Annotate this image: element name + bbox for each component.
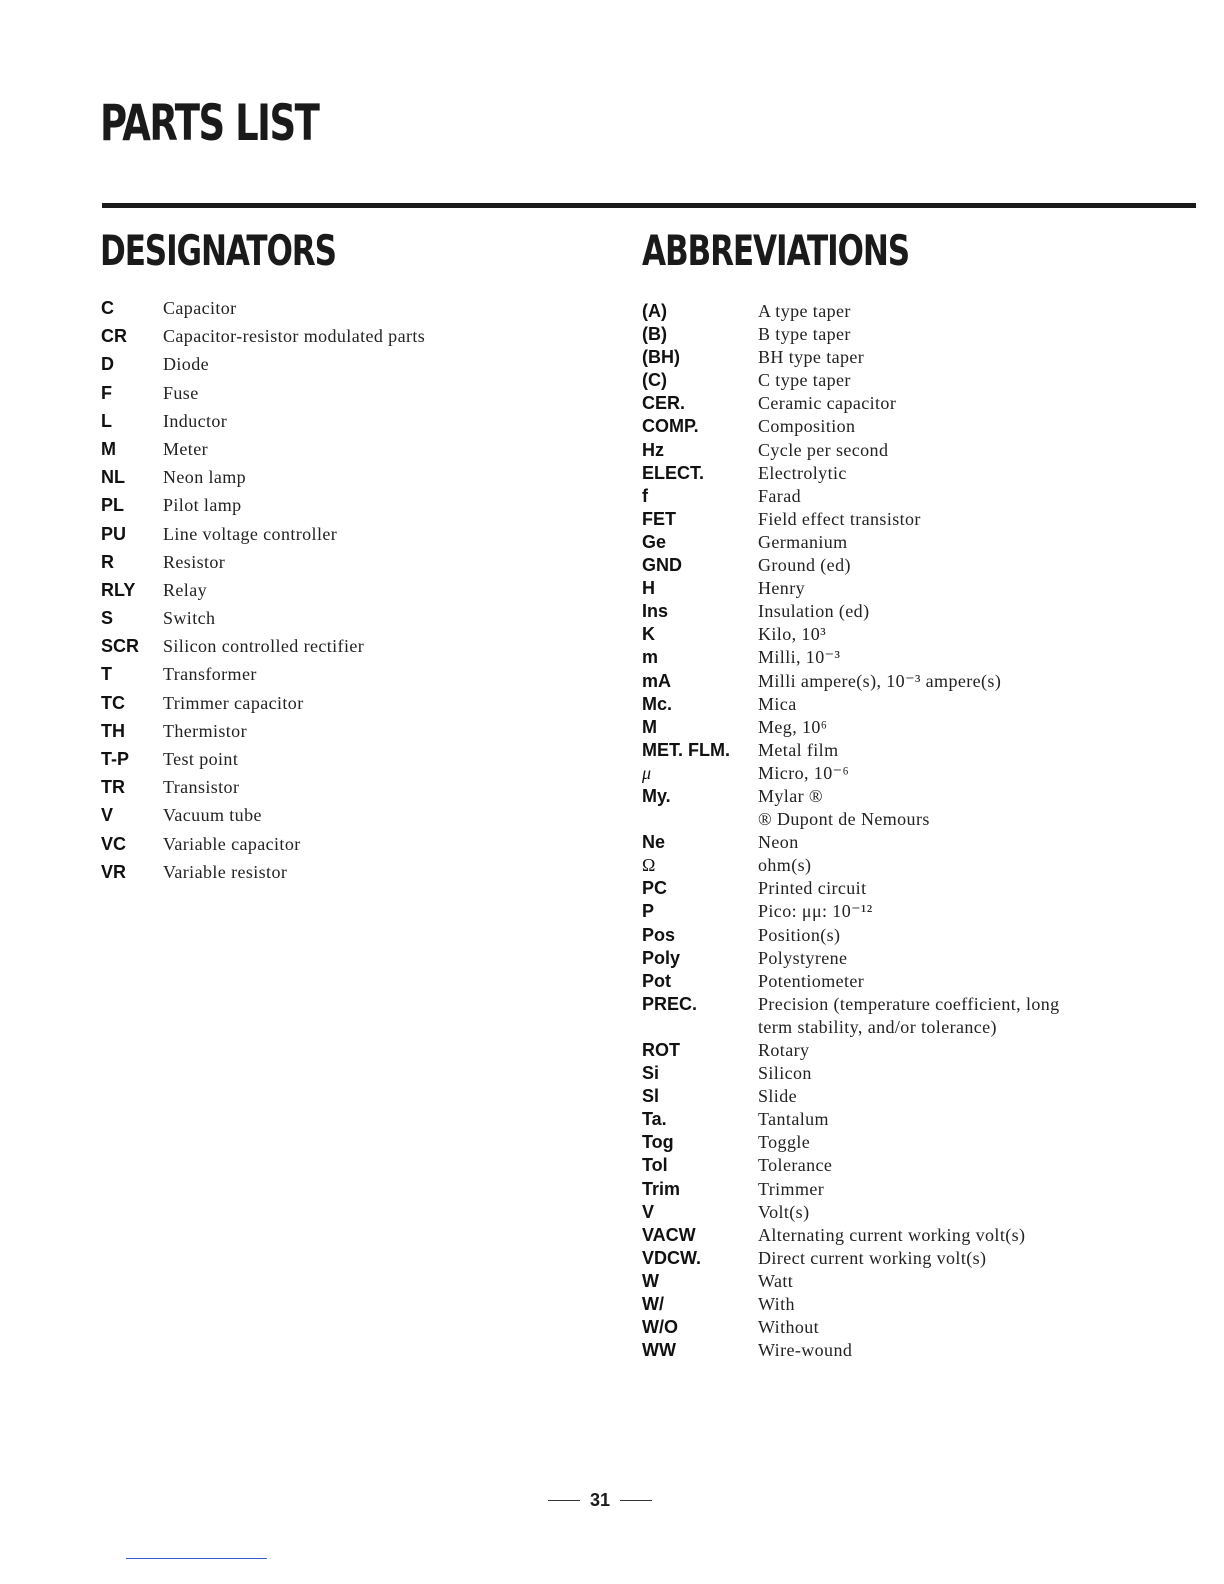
list-item xyxy=(642,646,1078,669)
abbreviation-code: VDCW. xyxy=(642,1247,702,1268)
page-number-value: 31 xyxy=(589,1490,611,1510)
list-item xyxy=(642,415,1078,438)
abbreviation-code: Trim xyxy=(642,1178,681,1199)
abbreviation-desc: Field effect transistor xyxy=(758,508,921,529)
list-item xyxy=(642,392,1078,415)
list-item xyxy=(101,383,425,411)
list-item xyxy=(642,462,1078,485)
abbreviation-code: W/O xyxy=(642,1317,678,1338)
designator-desc: Switch xyxy=(163,608,216,629)
list-item xyxy=(101,580,425,608)
abbreviation-code: μ xyxy=(642,762,652,783)
list-item xyxy=(642,739,1078,762)
abbreviation-desc: Alternating current working volt(s) xyxy=(758,1224,1026,1245)
abbreviation-code: Ins xyxy=(642,601,669,622)
abbreviation-code: m xyxy=(642,647,659,668)
abbreviation-desc: Metal film xyxy=(758,739,839,760)
abbreviation-code: f xyxy=(642,485,648,506)
abbreviation-code: Tol xyxy=(642,1155,668,1176)
list-item xyxy=(642,1270,1078,1293)
list-item xyxy=(642,508,1078,531)
abbreviation-desc: Micro, 10⁻⁶ xyxy=(758,762,850,783)
abbreviation-code: H xyxy=(642,578,655,599)
list-item xyxy=(642,1178,1078,1201)
abbreviation-code: My. xyxy=(642,785,671,806)
list-item xyxy=(642,346,1078,369)
abbreviation-desc: Wire-wound xyxy=(758,1340,853,1361)
designators-heading: DESIGNATORS xyxy=(100,226,336,275)
list-item xyxy=(642,1293,1078,1316)
abbreviation-code: VACW xyxy=(642,1224,696,1245)
list-item xyxy=(642,554,1078,577)
abbreviation-desc: Ground (ed) xyxy=(758,555,851,576)
abbreviation-code: ELECT. xyxy=(642,462,705,483)
designator-code: M xyxy=(101,438,116,459)
list-item xyxy=(642,947,1078,970)
designator-code: PL xyxy=(101,495,125,516)
designator-desc: Trimmer capacitor xyxy=(163,692,304,713)
abbreviation-code: Poly xyxy=(642,947,681,968)
abbreviation-desc: With xyxy=(758,1294,795,1315)
abbreviation-desc: Volt(s) xyxy=(758,1201,810,1222)
abbreviation-desc: Neon xyxy=(758,832,799,853)
abbreviation-code: MET. FLM. xyxy=(642,739,730,760)
list-item xyxy=(642,1224,1078,1247)
designator-code: C xyxy=(101,298,114,318)
list-item xyxy=(101,608,425,636)
designator-desc: Neon lamp xyxy=(163,467,247,488)
abbreviation-desc: A type taper xyxy=(758,301,851,321)
abbreviation-code: Ta. xyxy=(642,1109,667,1130)
abbreviation-code: W/ xyxy=(642,1294,664,1315)
list-item xyxy=(642,623,1078,646)
abbreviation-code: CER. xyxy=(642,393,686,414)
designator-desc: Resistor xyxy=(163,551,226,572)
list-item xyxy=(101,524,425,552)
list-item xyxy=(642,1247,1078,1270)
designator-code: VR xyxy=(101,861,127,882)
abbreviations-heading: ABBREVIATIONS xyxy=(642,226,910,275)
abbreviation-code: Pos xyxy=(642,924,676,945)
list-item xyxy=(642,785,1078,808)
list-item xyxy=(642,369,1078,392)
title-divider xyxy=(102,203,1196,208)
list-item xyxy=(642,716,1078,739)
abbreviation-desc: Mica xyxy=(758,693,797,714)
list-item xyxy=(642,670,1078,693)
designator-desc: Test point xyxy=(163,749,239,769)
designator-desc: Capacitor xyxy=(163,298,237,318)
list-item xyxy=(642,970,1078,993)
list-item xyxy=(642,854,1078,877)
abbreviation-code: Hz xyxy=(642,439,664,460)
designator-desc: Meter xyxy=(163,438,208,459)
abbreviation-desc: C type taper xyxy=(758,370,851,391)
abbreviation-desc: Tolerance xyxy=(758,1155,833,1176)
abbreviation-desc: Kilo, 10³ xyxy=(758,624,826,645)
list-item xyxy=(101,495,425,523)
page-number-dash-right xyxy=(620,1500,652,1502)
designator-desc: Variable capacitor xyxy=(163,833,301,854)
designator-code: L xyxy=(101,410,112,431)
list-item xyxy=(642,924,1078,947)
list-item xyxy=(642,993,1078,1039)
designator-desc: Variable resistor xyxy=(163,861,288,882)
list-item xyxy=(642,693,1078,716)
designator-code: F xyxy=(101,382,112,403)
list-item xyxy=(642,877,1078,900)
abbreviation-desc: Pico: μμ: 10⁻¹² xyxy=(758,901,873,922)
list-item xyxy=(101,636,425,664)
abbreviation-code: Ω xyxy=(642,855,656,876)
abbreviation-desc: Germanium xyxy=(758,531,848,552)
list-item xyxy=(642,1316,1078,1339)
list-item xyxy=(101,411,425,439)
abbreviation-code: K xyxy=(642,624,655,645)
designator-code: S xyxy=(101,608,114,629)
list-item xyxy=(101,749,425,777)
designator-code: R xyxy=(101,551,114,572)
designator-code: T xyxy=(101,664,112,685)
abbreviation-desc: Ceramic capacitor xyxy=(758,393,897,414)
abbreviation-desc: Watt xyxy=(758,1270,794,1291)
list-item xyxy=(642,485,1078,508)
designator-code: T-P xyxy=(101,749,130,769)
abbreviation-code: ROT xyxy=(642,1040,680,1060)
abbreviation-desc: Insulation (ed) xyxy=(758,601,870,622)
designator-desc: Pilot lamp xyxy=(163,495,242,516)
list-item xyxy=(101,721,425,749)
list-item xyxy=(642,300,1078,323)
abbreviation-desc: Cycle per second xyxy=(758,439,889,460)
list-item xyxy=(101,326,425,354)
designator-code: TH xyxy=(101,720,125,741)
designator-desc: Diode xyxy=(163,354,209,375)
abbreviation-desc: Position(s) xyxy=(758,924,841,945)
abbreviation-desc: ® Dupont de Nemours xyxy=(758,809,930,830)
abbreviations-list xyxy=(642,300,1078,1362)
designator-code: D xyxy=(101,354,114,375)
page-number xyxy=(548,1490,652,1511)
abbreviation-code: Mc. xyxy=(642,693,673,714)
designator-code: SCR xyxy=(101,636,140,657)
list-item xyxy=(101,354,425,382)
list-item xyxy=(642,577,1078,600)
designator-code: CR xyxy=(101,326,127,347)
abbreviation-desc: Henry xyxy=(758,578,805,599)
abbreviation-code: (BH) xyxy=(642,347,680,368)
list-item xyxy=(101,298,425,326)
abbreviation-code: (B) xyxy=(642,324,667,345)
abbreviation-desc: Composition xyxy=(758,416,856,437)
abbreviation-desc: Meg, 10⁶ xyxy=(758,716,828,737)
list-item xyxy=(642,1339,1078,1362)
abbreviation-desc: Farad xyxy=(758,485,801,506)
designator-desc: Transformer xyxy=(163,664,257,685)
list-item xyxy=(642,1039,1078,1062)
abbreviation-code: PC xyxy=(642,878,668,899)
abbreviation-desc: Milli ampere(s), 10⁻³ ampere(s) xyxy=(758,670,1002,691)
designator-desc: Thermistor xyxy=(163,720,247,741)
abbreviation-code: mA xyxy=(642,670,672,691)
list-item xyxy=(101,439,425,467)
abbreviation-desc: Tantalum xyxy=(758,1109,829,1130)
designator-desc: Inductor xyxy=(163,410,228,431)
designator-desc: Capacitor-resistor modulated parts xyxy=(163,326,426,347)
abbreviation-code: W xyxy=(642,1270,659,1291)
designator-code: TR xyxy=(101,777,125,798)
abbreviation-code: Si xyxy=(642,1063,660,1084)
abbreviation-desc: Toggle xyxy=(758,1132,811,1153)
footer-line xyxy=(126,1558,267,1559)
abbreviation-code: Ge xyxy=(642,531,667,552)
abbreviation-desc: Mylar ® xyxy=(758,785,823,806)
list-item xyxy=(642,1062,1078,1085)
list-item xyxy=(642,531,1078,554)
abbreviation-code: (C) xyxy=(642,370,667,391)
abbreviation-desc: Milli, 10⁻³ xyxy=(758,647,841,668)
list-item xyxy=(642,439,1078,462)
list-item xyxy=(642,1154,1078,1177)
abbreviation-code: COMP. xyxy=(642,416,699,437)
list-item xyxy=(642,1108,1078,1131)
list-item xyxy=(642,600,1078,623)
abbreviation-desc: Precision (temperature coefficient, long term stability, and/or tolerance) xyxy=(758,993,1060,1037)
list-item xyxy=(642,762,1078,785)
list-item xyxy=(101,664,425,692)
abbreviation-code: Ne xyxy=(642,832,666,853)
list-item xyxy=(642,323,1078,346)
abbreviation-desc: Potentiometer xyxy=(758,970,865,991)
abbreviation-code: WW xyxy=(642,1340,676,1361)
list-item xyxy=(642,808,1078,831)
abbreviation-code: (A) xyxy=(642,301,667,321)
designator-code: VC xyxy=(101,833,127,854)
abbreviation-desc: Silicon xyxy=(758,1063,812,1084)
abbreviation-code: FET xyxy=(642,508,676,529)
designator-desc: Vacuum tube xyxy=(163,805,262,826)
list-item xyxy=(101,777,425,805)
list-item xyxy=(101,552,425,580)
abbreviation-desc: ohm(s) xyxy=(758,855,812,876)
abbreviation-desc: B type taper xyxy=(758,324,851,345)
abbreviation-desc: Trimmer xyxy=(758,1178,825,1199)
page-title: PARTS LIST xyxy=(100,94,319,152)
abbreviation-code: V xyxy=(642,1201,655,1222)
designator-code: NL xyxy=(101,467,125,488)
designator-code: PU xyxy=(101,523,127,544)
abbreviation-desc: Direct current working volt(s) xyxy=(758,1247,987,1268)
list-item xyxy=(101,805,425,833)
designator-desc: Silicon controlled rectifier xyxy=(163,636,365,657)
designator-code: TC xyxy=(101,692,125,713)
abbreviation-code: Tog xyxy=(642,1132,674,1153)
abbreviation-desc: BH type taper xyxy=(758,347,865,368)
abbreviation-desc: Slide xyxy=(758,1086,798,1107)
designator-desc: Line voltage controller xyxy=(163,523,338,544)
list-item xyxy=(642,900,1078,923)
designators-list xyxy=(101,298,425,890)
designator-desc: Fuse xyxy=(163,382,199,403)
abbreviation-desc: Without xyxy=(758,1317,820,1338)
abbreviation-desc: Polystyrene xyxy=(758,947,848,968)
list-item xyxy=(101,467,425,495)
abbreviation-desc: Electrolytic xyxy=(758,462,847,483)
page-number-dash-left xyxy=(548,1500,580,1502)
list-item xyxy=(642,1201,1078,1224)
abbreviation-desc: Printed circuit xyxy=(758,878,867,899)
list-item xyxy=(101,693,425,721)
list-item xyxy=(101,862,425,890)
designator-code: V xyxy=(101,805,114,826)
abbreviation-code: Pot xyxy=(642,970,671,991)
abbreviation-code: P xyxy=(642,901,655,922)
list-item xyxy=(642,831,1078,854)
abbreviation-code: Sl xyxy=(642,1086,660,1107)
abbreviation-desc: Rotary xyxy=(758,1040,810,1060)
designator-desc: Transistor xyxy=(163,777,240,798)
designator-desc: Relay xyxy=(163,579,207,600)
list-item xyxy=(101,834,425,862)
abbreviation-code: M xyxy=(642,716,657,737)
abbreviation-code: GND xyxy=(642,555,682,576)
list-item xyxy=(642,1085,1078,1108)
designator-code: RLY xyxy=(101,579,136,600)
abbreviation-code: PREC. xyxy=(642,993,698,1014)
list-item xyxy=(642,1131,1078,1154)
